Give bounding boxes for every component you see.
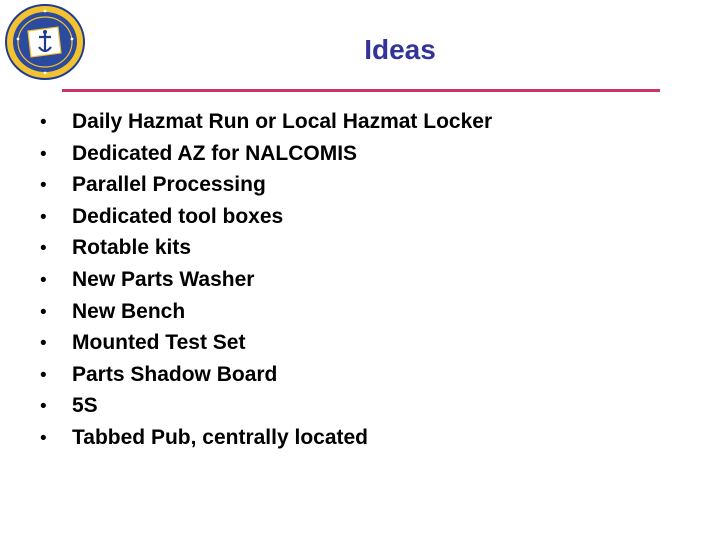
list-item [40, 363, 492, 395]
title-divider [62, 89, 660, 92]
bullet-icon: • [40, 269, 47, 291]
bullet-icon: • [40, 396, 47, 418]
bullet-icon: • [40, 206, 47, 228]
list-item [40, 205, 492, 237]
list-item-text: Parallel Processing [72, 173, 266, 197]
list-item-text: Dedicated AZ for NALCOMIS [72, 141, 358, 165]
list-item [40, 300, 492, 332]
list-item [40, 142, 492, 174]
slide-title: Ideas [364, 34, 436, 65]
list-item-text: Rotable kits [72, 236, 192, 260]
bullet-icon: • [40, 427, 47, 449]
bullet-icon: • [40, 143, 47, 165]
list-item-text: 5S [72, 394, 98, 418]
list-item-text: Mounted Test Set [72, 331, 246, 355]
bullet-list [40, 110, 492, 458]
bullet-icon: • [40, 301, 47, 323]
list-item [40, 394, 492, 426]
list-item-text: Parts Shadow Board [72, 362, 278, 386]
list-item-text: Dedicated tool boxes [72, 204, 284, 228]
list-item [40, 426, 492, 458]
list-item-text: New Bench [72, 299, 186, 323]
bullet-icon: • [40, 112, 47, 133]
list-item [40, 173, 492, 205]
list-item-text: Tabbed Pub, centrally located [72, 425, 369, 449]
bullet-icon: • [40, 333, 47, 355]
list-item [40, 331, 492, 363]
bullet-icon: • [40, 364, 47, 386]
list-item [40, 268, 492, 300]
list-item-text: Daily Hazmat Run or Local Hazmat Locker [72, 110, 493, 133]
list-item [40, 236, 492, 268]
bullet-icon: • [40, 238, 47, 260]
list-item-text: New Parts Washer [72, 267, 255, 291]
bullet-icon: • [40, 175, 47, 197]
list-item [40, 110, 492, 142]
